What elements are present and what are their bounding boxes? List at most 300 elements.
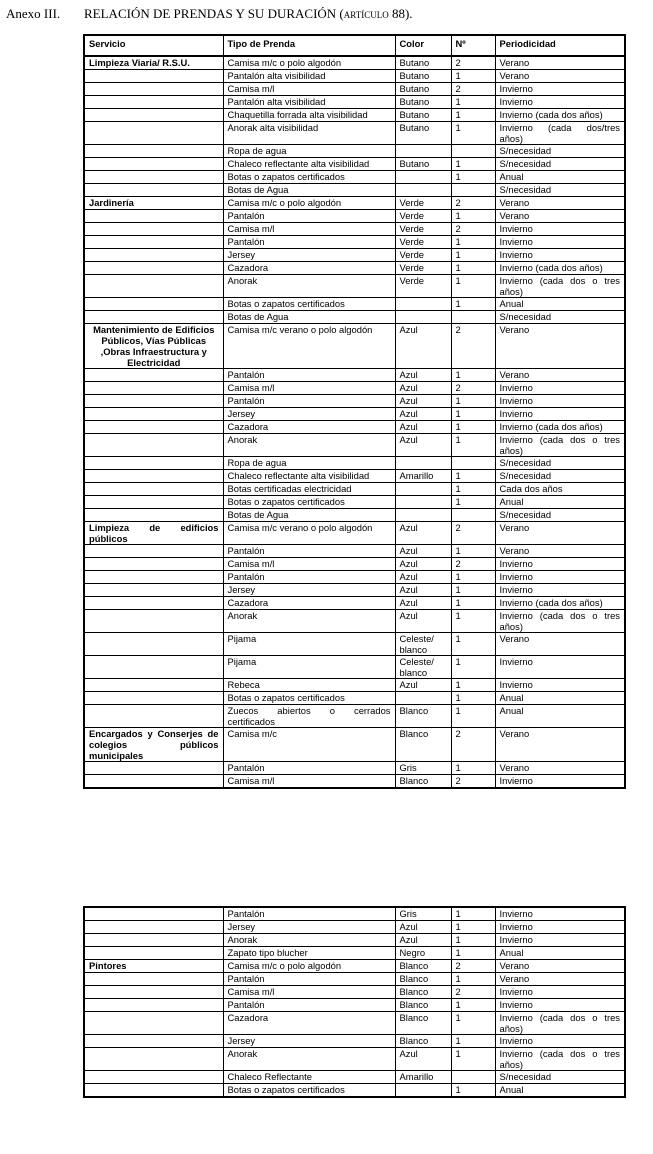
- servicio-cell: [84, 395, 223, 408]
- numero-cell: [451, 509, 495, 522]
- color-cell: Verde: [395, 197, 451, 210]
- tipo-prenda-cell: Jersey: [223, 921, 395, 934]
- tipo-prenda-cell: Cazadora: [223, 421, 395, 434]
- tipo-prenda-cell: Camisa m/c: [223, 728, 395, 762]
- color-cell: Blanco: [395, 960, 451, 973]
- tipo-prenda-cell: Camisa m/l: [223, 775, 395, 789]
- servicio-cell: Mantenimiento de Edificios Públicos, Vías Públicas ,Obras Infraestructura y Electricidad: [84, 324, 223, 369]
- periodicidad-cell: Invierno: [495, 907, 625, 921]
- periodicidad-cell: Invierno (cada dos o tres años): [495, 1048, 625, 1071]
- color-cell: Amarillo: [395, 1071, 451, 1084]
- numero-cell: [451, 184, 495, 197]
- table-row: [84, 509, 625, 522]
- servicio-cell: [84, 934, 223, 947]
- servicio-cell: [84, 421, 223, 434]
- table-row: [84, 56, 625, 70]
- table-row: [84, 960, 625, 973]
- table-row: [84, 145, 625, 158]
- numero-cell: 1: [451, 907, 495, 921]
- color-cell: Azul: [395, 434, 451, 457]
- numero-cell: 1: [451, 610, 495, 633]
- servicio-cell: [84, 184, 223, 197]
- numero-cell: 2: [451, 56, 495, 70]
- table-row: [84, 298, 625, 311]
- periodicidad-cell: Anual: [495, 171, 625, 184]
- table-row: [84, 210, 625, 223]
- servicio-cell: [84, 947, 223, 960]
- table-row: [84, 324, 625, 369]
- color-cell: Blanco: [395, 728, 451, 762]
- numero-cell: 1: [451, 633, 495, 656]
- numero-cell: 1: [451, 483, 495, 496]
- servicio-cell: Limpieza de edificios públicos: [84, 522, 223, 545]
- tipo-prenda-cell: Ropa de agua: [223, 145, 395, 158]
- annex-number: Anexo III.: [6, 6, 61, 21]
- color-cell: [395, 311, 451, 324]
- periodicidad-cell: Verano: [495, 545, 625, 558]
- periodicidad-cell: Invierno (cada dos años): [495, 109, 625, 122]
- tipo-prenda-cell: Pantalón: [223, 571, 395, 584]
- tipo-prenda-cell: Botas o zapatos certificados: [223, 692, 395, 705]
- servicio-cell: Pintores: [84, 960, 223, 973]
- tipo-prenda-cell: Pijama: [223, 633, 395, 656]
- servicio-cell: [84, 679, 223, 692]
- color-cell: Butano: [395, 158, 451, 171]
- numero-cell: 2: [451, 197, 495, 210]
- numero-cell: 1: [451, 597, 495, 610]
- numero-cell: 1: [451, 421, 495, 434]
- numero-cell: 2: [451, 522, 495, 545]
- tipo-prenda-cell: Pantalón alta visibilidad: [223, 96, 395, 109]
- periodicidad-cell: Invierno: [495, 999, 625, 1012]
- periodicidad-cell: Invierno: [495, 558, 625, 571]
- table-row: [84, 158, 625, 171]
- header-periodicidad: Periodicidad: [495, 35, 625, 56]
- color-cell: Azul: [395, 558, 451, 571]
- table-row: [84, 236, 625, 249]
- color-cell: Butano: [395, 83, 451, 96]
- table-row: [84, 584, 625, 597]
- periodicidad-cell: Invierno (cada dos años): [495, 262, 625, 275]
- color-cell: Blanco: [395, 1012, 451, 1035]
- periodicidad-cell: Invierno: [495, 1035, 625, 1048]
- color-cell: Verde: [395, 236, 451, 249]
- numero-cell: 1: [451, 1084, 495, 1098]
- tipo-prenda-cell: Cazadora: [223, 1012, 395, 1035]
- servicio-cell: [84, 262, 223, 275]
- periodicidad-cell: Verano: [495, 70, 625, 83]
- color-cell: [395, 692, 451, 705]
- table-row: [84, 986, 625, 999]
- servicio-cell: [84, 633, 223, 656]
- tipo-prenda-cell: Anorak: [223, 275, 395, 298]
- tipo-prenda-cell: Pantalón: [223, 545, 395, 558]
- table-row: [84, 408, 625, 421]
- numero-cell: 1: [451, 762, 495, 775]
- periodicidad-cell: Invierno: [495, 395, 625, 408]
- periodicidad-cell: Invierno: [495, 584, 625, 597]
- servicio-cell: [84, 921, 223, 934]
- table-row: [84, 496, 625, 509]
- numero-cell: 2: [451, 960, 495, 973]
- table-row: [84, 762, 625, 775]
- servicio-cell: [84, 545, 223, 558]
- numero-cell: 1: [451, 408, 495, 421]
- tipo-prenda-cell: Anorak: [223, 434, 395, 457]
- numero-cell: 1: [451, 210, 495, 223]
- numero-cell: 1: [451, 656, 495, 679]
- color-cell: Butano: [395, 122, 451, 145]
- numero-cell: [451, 457, 495, 470]
- color-cell: Azul: [395, 324, 451, 369]
- servicio-cell: [84, 210, 223, 223]
- tipo-prenda-cell: Chaleco reflectante alta visibilidad: [223, 158, 395, 171]
- periodicidad-cell: Cada dos años: [495, 483, 625, 496]
- periodicidad-cell: Anual: [495, 496, 625, 509]
- header-servicio: Servicio: [84, 35, 223, 56]
- color-cell: Azul: [395, 1048, 451, 1071]
- table-row: [84, 610, 625, 633]
- table-row: [84, 947, 625, 960]
- tipo-prenda-cell: Camisa m/c verano o polo algodón: [223, 324, 395, 369]
- table-row: [84, 275, 625, 298]
- numero-cell: 1: [451, 249, 495, 262]
- table-row: [84, 122, 625, 145]
- table-row: [84, 434, 625, 457]
- periodicidad-cell: Verano: [495, 973, 625, 986]
- table-row: [84, 558, 625, 571]
- periodicidad-cell: Invierno: [495, 934, 625, 947]
- numero-cell: 1: [451, 692, 495, 705]
- tipo-prenda-cell: Camisa m/c o polo algodón: [223, 960, 395, 973]
- numero-cell: 2: [451, 324, 495, 369]
- numero-cell: 2: [451, 775, 495, 789]
- table-row: [84, 96, 625, 109]
- table-row: [84, 705, 625, 728]
- tipo-prenda-cell: Pantalón alta visibilidad: [223, 70, 395, 83]
- tipo-prenda-cell: Jersey: [223, 249, 395, 262]
- tipo-prenda-cell: Pantalón: [223, 369, 395, 382]
- servicio-cell: [84, 1012, 223, 1035]
- table-row: [84, 1012, 625, 1035]
- table-row: [84, 571, 625, 584]
- table-row: [84, 728, 625, 762]
- color-cell: [395, 509, 451, 522]
- periodicidad-cell: Invierno: [495, 382, 625, 395]
- servicio-cell: [84, 656, 223, 679]
- tipo-prenda-cell: Pantalón: [223, 973, 395, 986]
- tipo-prenda-cell: Botas o zapatos certificados: [223, 1084, 395, 1098]
- table-row: [84, 633, 625, 656]
- servicio-cell: [84, 692, 223, 705]
- servicio-cell: [84, 705, 223, 728]
- periodicidad-cell: Invierno (cada dos o tres años): [495, 275, 625, 298]
- tipo-prenda-cell: Pantalón: [223, 236, 395, 249]
- tipo-prenda-cell: Camisa m/l: [223, 83, 395, 96]
- servicio-cell: [84, 558, 223, 571]
- tipo-prenda-cell: Camisa m/l: [223, 558, 395, 571]
- servicio-cell: [84, 408, 223, 421]
- periodicidad-cell: Invierno (cada dos o tres años): [495, 1012, 625, 1035]
- color-cell: [395, 457, 451, 470]
- periodicidad-cell: S/necesidad: [495, 1071, 625, 1084]
- tipo-prenda-cell: Chaquetilla forrada alta visibilidad: [223, 109, 395, 122]
- tipo-prenda-cell: Camisa m/l: [223, 382, 395, 395]
- color-cell: Azul: [395, 921, 451, 934]
- numero-cell: 2: [451, 986, 495, 999]
- table-row: [84, 973, 625, 986]
- servicio-cell: [84, 584, 223, 597]
- numero-cell: 1: [451, 96, 495, 109]
- numero-cell: 1: [451, 275, 495, 298]
- servicio-cell: [84, 973, 223, 986]
- numero-cell: 1: [451, 236, 495, 249]
- numero-cell: 2: [451, 223, 495, 236]
- tipo-prenda-cell: Camisa m/c o polo algodón: [223, 197, 395, 210]
- servicio-cell: Jardinería: [84, 197, 223, 210]
- color-cell: Amarillo: [395, 470, 451, 483]
- color-cell: Blanco: [395, 705, 451, 728]
- table-row: [84, 262, 625, 275]
- color-cell: [395, 496, 451, 509]
- color-cell: Butano: [395, 109, 451, 122]
- tipo-prenda-cell: Camisa m/l: [223, 986, 395, 999]
- color-cell: Azul: [395, 679, 451, 692]
- color-cell: Azul: [395, 584, 451, 597]
- periodicidad-cell: Invierno: [495, 83, 625, 96]
- color-cell: [395, 1084, 451, 1098]
- table-row: [84, 545, 625, 558]
- numero-cell: [451, 311, 495, 324]
- table-row: [84, 249, 625, 262]
- periodicidad-cell: Verano: [495, 762, 625, 775]
- color-cell: Butano: [395, 70, 451, 83]
- color-cell: Azul: [395, 934, 451, 947]
- tipo-prenda-cell: Pantalón: [223, 999, 395, 1012]
- numero-cell: 1: [451, 395, 495, 408]
- color-cell: Verde: [395, 262, 451, 275]
- tipo-prenda-cell: Cazadora: [223, 597, 395, 610]
- color-cell: [395, 145, 451, 158]
- periodicidad-cell: Invierno (cada dos o tres años): [495, 434, 625, 457]
- tipo-prenda-cell: Botas de Agua: [223, 311, 395, 324]
- tipo-prenda-cell: Pantalón: [223, 907, 395, 921]
- servicio-cell: [84, 236, 223, 249]
- servicio-cell: [84, 1048, 223, 1071]
- periodicidad-cell: Invierno: [495, 571, 625, 584]
- periodicidad-cell: S/necesidad: [495, 311, 625, 324]
- numero-cell: 2: [451, 558, 495, 571]
- table-row: [84, 369, 625, 382]
- color-cell: Gris: [395, 762, 451, 775]
- numero-cell: 1: [451, 369, 495, 382]
- color-cell: Celeste/ blanco: [395, 633, 451, 656]
- periodicidad-cell: S/necesidad: [495, 470, 625, 483]
- numero-cell: 1: [451, 298, 495, 311]
- servicio-cell: [84, 122, 223, 145]
- servicio-cell: [84, 762, 223, 775]
- servicio-cell: [84, 311, 223, 324]
- table-row: [84, 457, 625, 470]
- color-cell: Blanco: [395, 973, 451, 986]
- servicio-cell: [84, 509, 223, 522]
- periodicidad-cell: Anual: [495, 692, 625, 705]
- table-row: [84, 382, 625, 395]
- servicio-cell: Limpieza Viaria/ R.S.U.: [84, 56, 223, 70]
- periodicidad-cell: Verano: [495, 197, 625, 210]
- periodicidad-cell: Verano: [495, 960, 625, 973]
- tipo-prenda-cell: Jersey: [223, 1035, 395, 1048]
- numero-cell: 1: [451, 921, 495, 934]
- annex-heading: [6, 6, 413, 22]
- tipo-prenda-cell: Pantalón: [223, 395, 395, 408]
- color-cell: [395, 298, 451, 311]
- color-cell: Azul: [395, 597, 451, 610]
- numero-cell: 1: [451, 1035, 495, 1048]
- table-row: [84, 483, 625, 496]
- servicio-cell: [84, 986, 223, 999]
- periodicidad-cell: Invierno: [495, 986, 625, 999]
- periodicidad-cell: Verano: [495, 369, 625, 382]
- tipo-prenda-cell: Pijama: [223, 656, 395, 679]
- table-row: [84, 522, 625, 545]
- numero-cell: 1: [451, 1048, 495, 1071]
- servicio-cell: Encargados y Conserjes de colegios públicos municipales: [84, 728, 223, 762]
- table-row: [84, 907, 625, 921]
- servicio-cell: [84, 369, 223, 382]
- numero-cell: [451, 145, 495, 158]
- header-numero: Nº: [451, 35, 495, 56]
- color-cell: Blanco: [395, 999, 451, 1012]
- annex-title: RELACIÓN DE PRENDAS Y SU DURACIÓN (artículo 88).: [84, 6, 413, 21]
- color-cell: Verde: [395, 223, 451, 236]
- servicio-cell: [84, 470, 223, 483]
- servicio-cell: [84, 145, 223, 158]
- numero-cell: 1: [451, 934, 495, 947]
- servicio-cell: [84, 483, 223, 496]
- servicio-cell: [84, 70, 223, 83]
- numero-cell: [451, 1071, 495, 1084]
- color-cell: Azul: [395, 395, 451, 408]
- table-row: [84, 679, 625, 692]
- table-row: [84, 934, 625, 947]
- numero-cell: 2: [451, 83, 495, 96]
- numero-cell: 1: [451, 496, 495, 509]
- tipo-prenda-cell: Rebeca: [223, 679, 395, 692]
- numero-cell: 1: [451, 262, 495, 275]
- numero-cell: 1: [451, 158, 495, 171]
- numero-cell: 1: [451, 122, 495, 145]
- garments-table-part-1: [83, 34, 626, 789]
- tipo-prenda-cell: Zapato tipo blucher: [223, 947, 395, 960]
- table-row: [84, 656, 625, 679]
- tipo-prenda-cell: Jersey: [223, 584, 395, 597]
- servicio-cell: [84, 249, 223, 262]
- tipo-prenda-cell: Botas certificadas electricidad: [223, 483, 395, 496]
- periodicidad-cell: Anual: [495, 298, 625, 311]
- color-cell: [395, 483, 451, 496]
- tipo-prenda-cell: Pantalón: [223, 762, 395, 775]
- periodicidad-cell: Invierno (cada dos años): [495, 597, 625, 610]
- header-tipo-prenda: Tipo de Prenda: [223, 35, 395, 56]
- periodicidad-cell: Invierno: [495, 921, 625, 934]
- servicio-cell: [84, 496, 223, 509]
- periodicidad-cell: Invierno: [495, 679, 625, 692]
- periodicidad-cell: Invierno (cada dos o tres años): [495, 610, 625, 633]
- servicio-cell: [84, 571, 223, 584]
- periodicidad-cell: S/necesidad: [495, 509, 625, 522]
- servicio-cell: [84, 171, 223, 184]
- numero-cell: 1: [451, 470, 495, 483]
- numero-cell: 1: [451, 1012, 495, 1035]
- color-cell: Gris: [395, 907, 451, 921]
- numero-cell: 1: [451, 434, 495, 457]
- periodicidad-cell: Invierno: [495, 96, 625, 109]
- color-cell: [395, 171, 451, 184]
- table-row: [84, 1084, 625, 1098]
- table-row: [84, 70, 625, 83]
- color-cell: Butano: [395, 96, 451, 109]
- tipo-prenda-cell: Botas o zapatos certificados: [223, 171, 395, 184]
- tipo-prenda-cell: Anorak: [223, 934, 395, 947]
- tipo-prenda-cell: Botas o zapatos certificados: [223, 298, 395, 311]
- servicio-cell: [84, 775, 223, 789]
- table-row: [84, 1048, 625, 1071]
- servicio-cell: [84, 158, 223, 171]
- numero-cell: 2: [451, 728, 495, 762]
- periodicidad-cell: S/necesidad: [495, 158, 625, 171]
- periodicidad-cell: Verano: [495, 522, 625, 545]
- table-row: [84, 311, 625, 324]
- periodicidad-cell: Verano: [495, 324, 625, 369]
- tipo-prenda-cell: Ropa de agua: [223, 457, 395, 470]
- color-cell: Azul: [395, 545, 451, 558]
- periodicidad-cell: S/necesidad: [495, 145, 625, 158]
- servicio-cell: [84, 382, 223, 395]
- garments-table-part-2: [83, 906, 626, 1098]
- color-cell: Azul: [395, 382, 451, 395]
- servicio-cell: [84, 96, 223, 109]
- numero-cell: 1: [451, 947, 495, 960]
- color-cell: Azul: [395, 571, 451, 584]
- tipo-prenda-cell: Jersey: [223, 408, 395, 421]
- numero-cell: 1: [451, 679, 495, 692]
- tipo-prenda-cell: Anorak: [223, 610, 395, 633]
- tipo-prenda-cell: Pantalón: [223, 210, 395, 223]
- table-row: [84, 109, 625, 122]
- color-cell: Verde: [395, 210, 451, 223]
- color-cell: Azul: [395, 522, 451, 545]
- servicio-cell: [84, 83, 223, 96]
- periodicidad-cell: Verano: [495, 633, 625, 656]
- table-row: [84, 171, 625, 184]
- servicio-cell: [84, 907, 223, 921]
- tipo-prenda-cell: Chaleco Reflectante: [223, 1071, 395, 1084]
- servicio-cell: [84, 1035, 223, 1048]
- servicio-cell: [84, 434, 223, 457]
- servicio-cell: [84, 457, 223, 470]
- table-row: [84, 921, 625, 934]
- servicio-cell: [84, 597, 223, 610]
- table-row: [84, 223, 625, 236]
- tipo-prenda-cell: Botas de Agua: [223, 184, 395, 197]
- table-row: [84, 83, 625, 96]
- tipo-prenda-cell: Cazadora: [223, 262, 395, 275]
- table-row: [84, 470, 625, 483]
- color-cell: Azul: [395, 408, 451, 421]
- periodicidad-cell: Invierno (cada dos/tres años): [495, 122, 625, 145]
- color-cell: Celeste/ blanco: [395, 656, 451, 679]
